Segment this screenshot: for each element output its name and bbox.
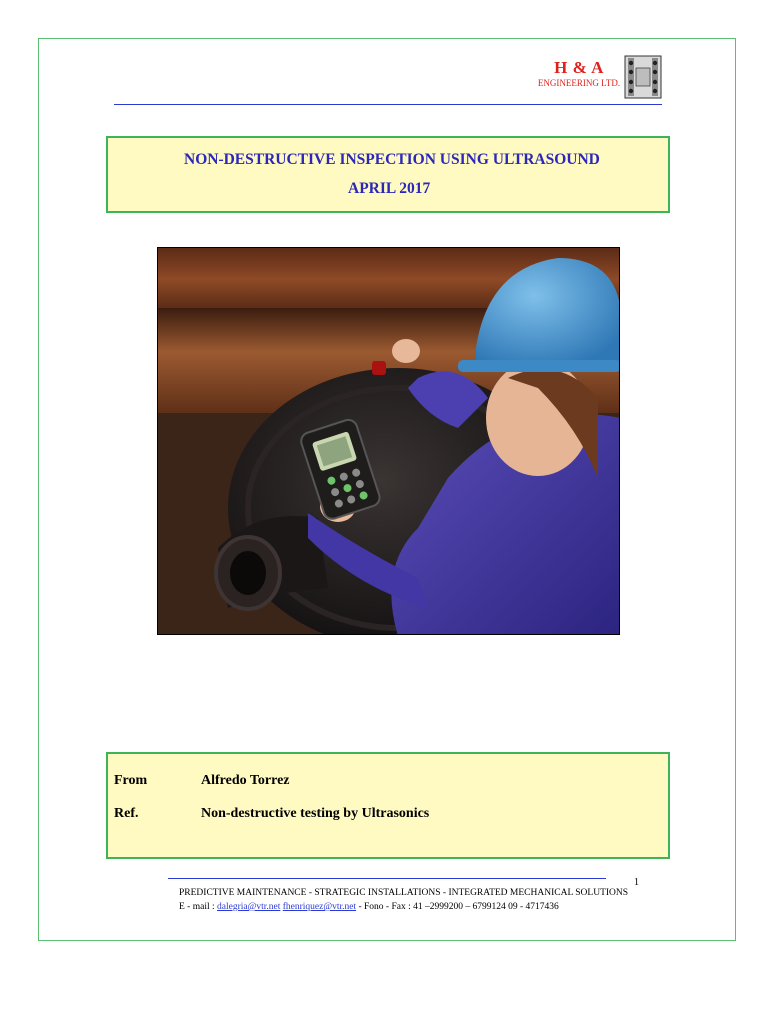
- logo-subtitle: ENGINEERING LTD.: [537, 78, 621, 88]
- header-divider: [114, 104, 662, 105]
- title-box: [106, 136, 670, 213]
- document-title: NON-DESTRUCTIVE INSPECTION USING ULTRASOUND: [184, 151, 600, 168]
- footer-contact: [179, 902, 559, 912]
- document-date: APRIL 2017: [348, 180, 431, 197]
- page-number: 1: [634, 877, 639, 888]
- bearing-logo-icon: [624, 54, 662, 100]
- footer-divider: [168, 878, 606, 879]
- ref-label: Ref.: [114, 806, 139, 821]
- footer-tagline: PREDICTIVE MAINTENANCE - STRATEGIC INSTALLATIONS - INTEGRATED MECHANICAL SOLUTIONS: [179, 888, 629, 898]
- logo-name: H & A: [554, 58, 604, 77]
- from-value: Alfredo Torrez: [201, 773, 290, 788]
- phone-fax: - Fono - Fax : 41 –2999200 – 6799124 09 - 4717436: [358, 902, 559, 912]
- email-link-1[interactable]: dalegria@vtr.net: [217, 902, 281, 912]
- ref-value: Non-destructive testing by Ultrasonics: [201, 806, 430, 821]
- email-link-2[interactable]: fhenriquez@vtr.net: [282, 902, 357, 912]
- inspection-photo: [157, 247, 620, 635]
- company-logo: [530, 58, 628, 89]
- technician-inspecting-pipe-image: [158, 248, 620, 635]
- email-label: E - mail :: [179, 902, 215, 912]
- from-label: From: [114, 773, 148, 788]
